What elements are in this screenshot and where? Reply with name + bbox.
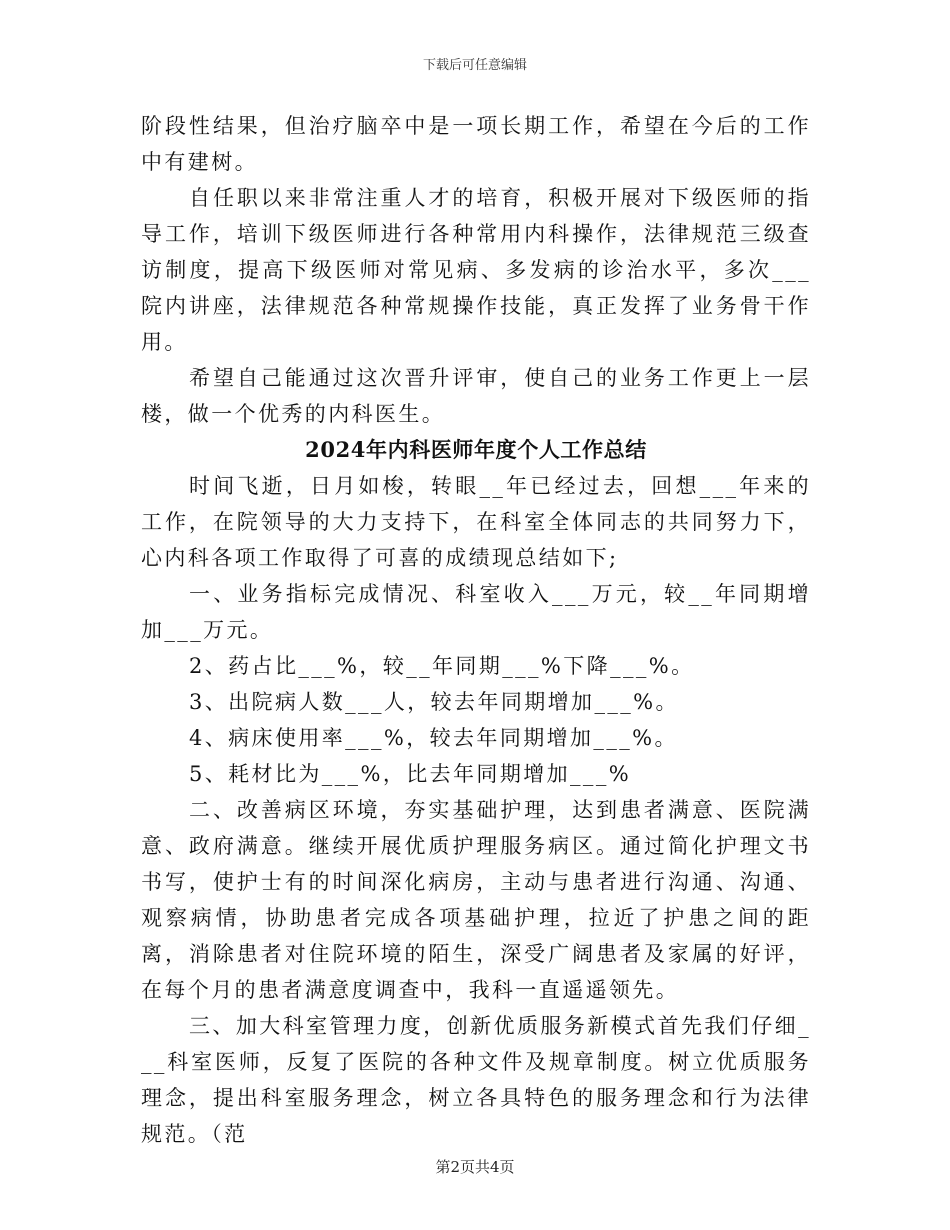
paragraph-department-management: 三、加大科室管理力度，创新优质服务新模式首先我们仔细___科室医师，反复了医院的各种文件及规章制度。树立优质服务理念，提出科室服务理念，树立各具特色的服务理念和行为法律规范。（范 bbox=[141, 1014, 811, 1146]
section-title: 2024年内科医师年度个人工作总结 bbox=[305, 437, 647, 462]
list-item-discharged-patients: 3、出院病人数___人，较去年同期增加___%。 bbox=[189, 690, 679, 714]
paragraph-business-indicators: 一、业务指标完成情况、科室收入___万元，较__年同期增加___万元。 bbox=[141, 582, 811, 642]
document-body bbox=[141, 108, 811, 1152]
list-item-bed-usage: 4、病床使用率___%，较去年同期增加___%。 bbox=[189, 726, 678, 750]
list-item-consumables-ratio: 5、耗材比为___%，比去年同期增加___% bbox=[189, 762, 632, 786]
paragraph-intro: 时间飞逝，日月如梭，转眼__年已经过去，回想___年来的工作，在院领导的大力支持下，在科室全体同志的共同努力下，心内科各项工作取得了可喜的成绩现总结如下; bbox=[141, 474, 811, 570]
page-header-note: 下载后可任意编辑 bbox=[422, 58, 527, 73]
paragraph-talent-training: 自任职以来非常注重人才的培育，积极开展对下级医师的指导工作，培训下级医师进行各种常用内科操作，法律规范三级查访制度，提高下级医师对常见病、多发病的诊治水平，多次___院内讲座，法律规范各种常规操作技能，真正发挥了业务骨干作用。 bbox=[141, 186, 811, 354]
paragraph-promotion-hope: 希望自己能通过这次晋升评审，使自己的业务工作更上一层楼，做一个优秀的内科医生。 bbox=[141, 366, 811, 426]
paragraph-ward-environment: 二、改善病区环境，夯实基础护理，达到患者满意、医院满意、政府满意。继续开展优质护理服务病区。通过简化护理文书书写，使护士有的时间深化病房，主动与患者进行沟通、沟通、观察病情，协助患者完成各项基础护理，拉近了护患之间的距离，消除患者对住院环境的陌生，深受广阔患者及家属的好评，在每个月的患者满意度调查中，我科一直遥遥领先。 bbox=[141, 798, 811, 1002]
list-item-drug-ratio: 2、药占比___%，较__年同期___%下降___%。 bbox=[189, 654, 695, 678]
paragraph-continuation: 阶段性结果，但治疗脑卒中是一项长期工作，希望在今后的工作中有建树。 bbox=[141, 114, 811, 174]
page-number: 第2页共4页 bbox=[435, 1158, 515, 1176]
